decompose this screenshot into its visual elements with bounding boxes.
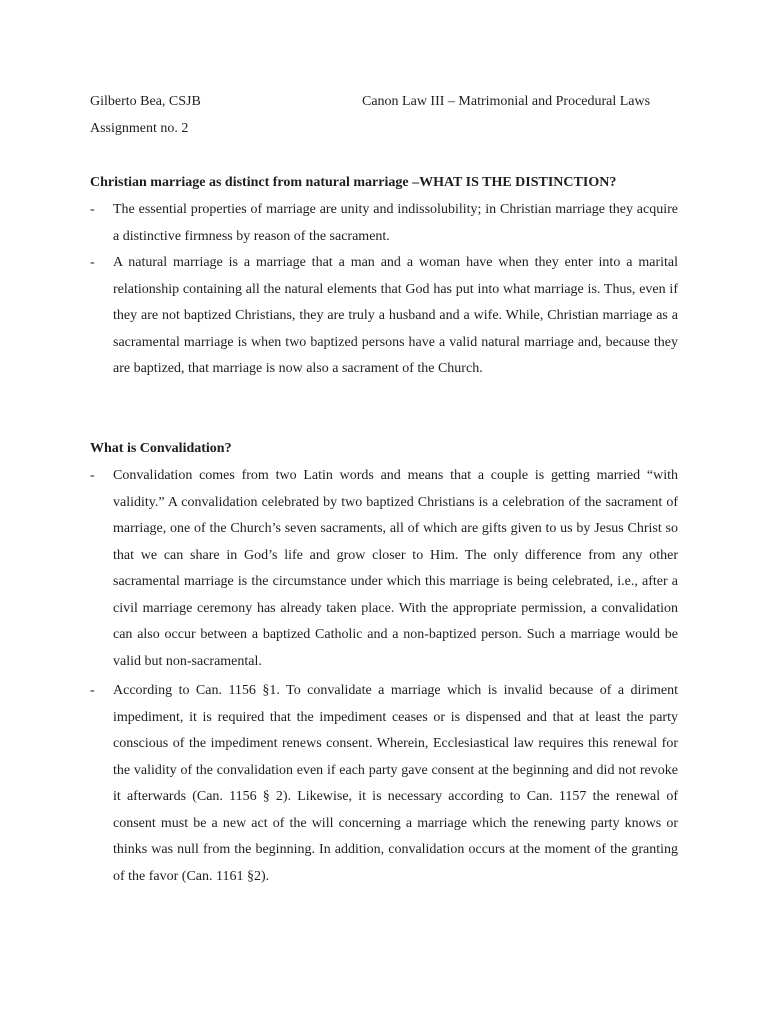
header-row <box>90 92 690 112</box>
bullet-text: According to Can. 1156 §1. To convalidate a marriage which is invalid because of a diriment impediment, it is required that the impediment ceases or is dispensed and that at least the party conscious of the impediment renews consent. Wherein, Ecclesiastical law requires this renewal for the validity of the convalidation even if each party gave consent at the beginning and did not revoke it afterwards (Can. 1156 § 2). Likewise, it is necessary according to Can. 1157 the renewal of consent must be a new act of the will concerning a marriage which the renewing party knows or thinks was null from the beginning. In addition, convalidation occurs at the moment of the granting of the favor (Can. 1161 §2). <box>113 683 678 884</box>
assignment-number: Assignment no. 2 <box>90 121 189 136</box>
bullet-text: A natural marriage is a marriage that a man and a woman have when they enter into a marital relationship containing all the natural elements that God has put into what marriage is. Thus, even if they are not baptized Christians, they are truly a husband and a wife. While, Christian marriage as a sacramental marriage is when two baptized persons have a valid natural marriage and, because they are baptized, that marriage is now also a sacrament of the Church. <box>113 255 678 376</box>
section-heading-convalidation: What is Convalidation? <box>90 441 232 456</box>
course-title: Canon Law III – Matrimonial and Procedural Laws <box>362 94 651 109</box>
section-heading-distinction: Christian marriage as distinct from natural marriage –WHAT IS THE DISTINCTION? <box>90 175 617 190</box>
bullet-marker: - <box>90 202 95 217</box>
bullet-text: The essential properties of marriage are unity and indissolubility; in Christian marriage they acquire a distinctive firmness by reason of the sacrament. <box>113 202 678 244</box>
author-name: Gilberto Bea, CSJB <box>90 94 201 109</box>
bullet-marker: - <box>90 255 95 270</box>
bullet-marker: - <box>90 683 95 698</box>
bullet-text: Convalidation comes from two Latin words and means that a couple is getting married “with validity.” A convalidation celebrated by two baptized Christians is a celebration of the sacrament of marriage, one of the Church’s seven sacraments, all of which are gifts given to us by Jesus Christ so that we can share in God’s life and grow closer to Him. The only difference from any other sacramental marriage is the circumstance under which this marriage is being celebrated, i.e., after a civil marriage ceremony has already taken place. With the appropriate permission, a convalidation can also occur between a baptized Catholic and a non-baptized person. Such a marriage would be valid but non-sacramental. <box>113 468 678 669</box>
bullet-marker: - <box>90 468 95 483</box>
